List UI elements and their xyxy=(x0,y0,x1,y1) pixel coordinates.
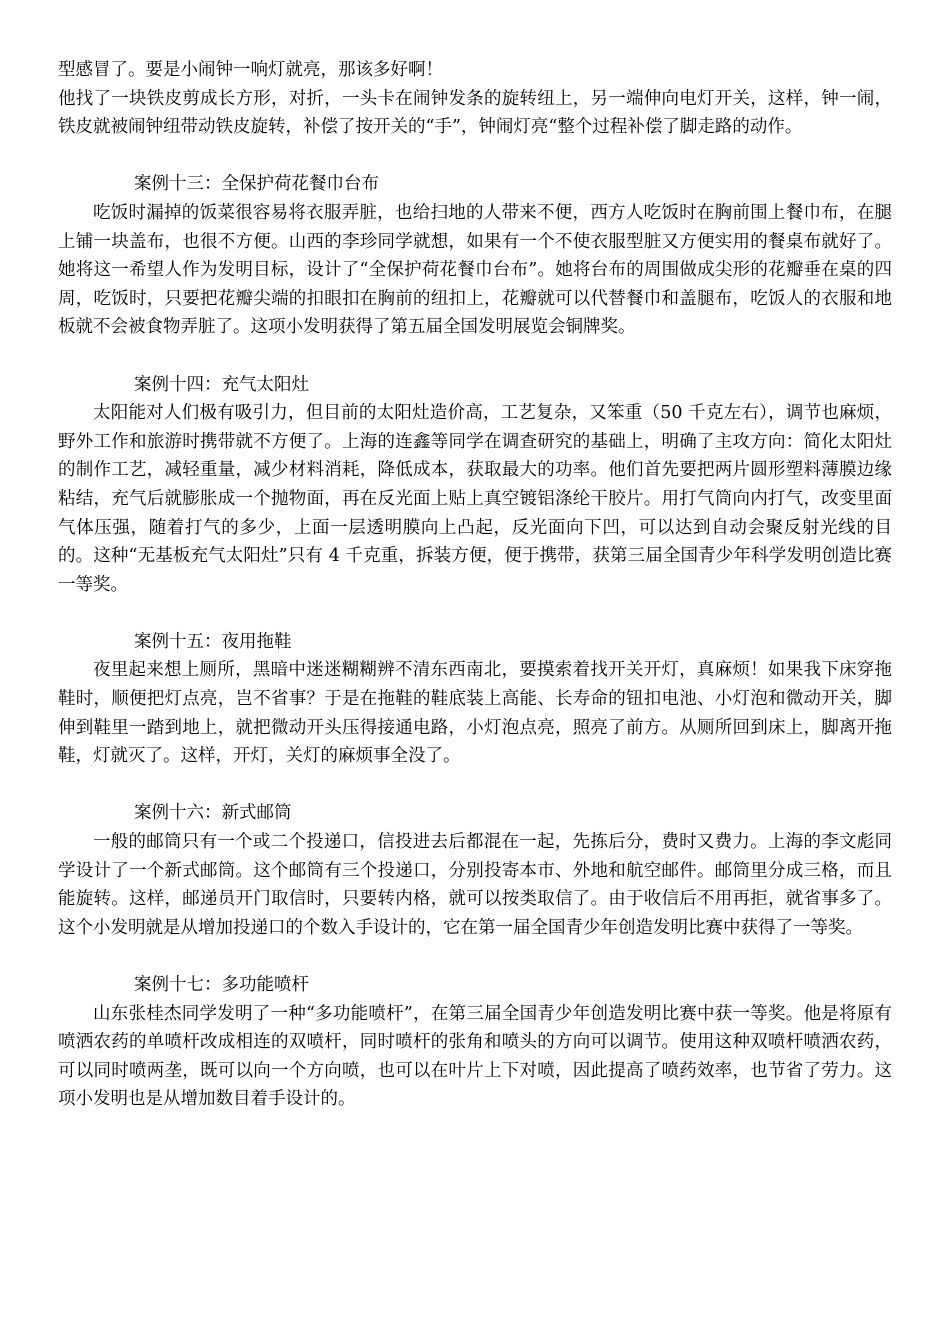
intro-continuation-line: 型感冒了。要是小闹钟一响灯就亮，那该多好啊！ xyxy=(58,60,443,80)
case-17-section xyxy=(58,971,892,1114)
case-15-title: 案例十五：夜用拖鞋 xyxy=(134,631,292,652)
case-14-body: 太阳能对人们极有吸引力，但目前的太阳灶造价高，工艺复杂，又笨重（50 千克左右），调节也麻烦，野外工作和旅游时携带就不方便了。上海的连鑫等同学在调查研究的基础上，明确了主攻方向：简化太阳灶的制作工艺，减轻重量，减少材料消耗，降低成本，获取最大的功率。他们首先要把两片圆形塑料薄膜边缘粘结，充气后就膨胀成一个抛物面，再在反光面上贴上真空镀铝涤纶干胶片。用打气筒向内打气，改变里面气体压强，随着打气的多少，上面一层透明膜向上凸起，反光面向下凹，可以达到自动会聚反射光线的目的。这种“无基板充气太阳灶”只有 4 千克重，拆装方便，便于携带，获第三届全国青少年科学发明创造比赛一等奖。 xyxy=(58,403,892,595)
case-16-title: 案例十六：新式邮筒 xyxy=(134,803,292,824)
document-page xyxy=(58,56,892,1114)
case-16-section xyxy=(58,799,892,942)
case-13-title: 案例十三：全保护荷花餐巾台布 xyxy=(134,174,379,195)
case-14-title: 案例十四：充气太阳灶 xyxy=(134,374,309,395)
case-14-section xyxy=(58,371,892,600)
intro-paragraph: 他找了一块铁皮剪成长方形，对折，一头卡在闹钟发条的旋转纽上，另一端伸向电灯开关，这样，钟一闹，铁皮就被闹钟纽带动铁皮旋转，补偿了按开关的“手”，钟闹灯亮“整个过程补偿了脚走路的动作。 xyxy=(58,88,892,138)
case-15-body: 夜里起来想上厕所，黑暗中迷迷糊糊辨不清东西南北，要摸索着找开关开灯，真麻烦！如果我下床穿拖鞋时，顺便把灯点亮，岂不省事？于是在拖鞋的鞋底装上高能、长寿命的钮扣电池、小灯泡和微动开关，脚伸到鞋里一踏到地上，就把微动开头压得接通电路，小灯泡点亮，照亮了前方。从厕所回到床上，脚离开拖鞋，灯就灭了。这样，开灯，关灯的麻烦事全没了。 xyxy=(58,660,892,767)
case-17-title: 案例十七：多功能喷杆 xyxy=(134,975,309,995)
case-13-section xyxy=(58,170,892,342)
case-15-section xyxy=(58,628,892,771)
case-13-body: 吃饭时漏掉的饭菜很容易将衣服弄脏，也给扫地的人带来不便，西方人吃饭时在胸前围上餐巾布，在腿上铺一块盖布，也很不方便。山西的李珍同学就想，如果有一个不使衣服型脏又方便实用的餐桌布就好了。她将这一希望人作为发明目标，设计了“全保护荷花餐巾台布”。她将台布的周围做成尖形的花瓣垂在桌的四周，吃饭时，只要把花瓣尖端的扣眼扣在胸前的纽扣上，花瓣就可以代替餐巾和盖腿布，吃饭人的衣服和地板就不会被食物弄脏了。这项小发明获得了第五届全国发明展览会铜牌奖。 xyxy=(58,202,892,338)
case-17-body: 山东张桂杰同学发明了一种“多功能喷杆”，在第三届全国青少年创造发明比赛中获一等奖。他是将原有喷洒农药的单喷杆改成相连的双喷杆，同时喷杆的张角和喷头的方向可以调节。使用这种双喷杆喷洒农药，可以同时喷两垄，既可以向一个方向喷，也可以在叶片上下对喷，因此提高了喷药效率，也节省了劳力。这项小发明也是从增加数目着手设计的。 xyxy=(58,1003,892,1110)
case-16-body: 一般的邮筒只有一个或二个投递口，信投进去后都混在一起，先拣后分，费时又费力。上海的李文彪同学设计了一个新式邮筒。这个邮筒有三个投递口，分别投寄本市、外地和航空邮件。邮筒里分成三格，而且能旋转。这样，邮递员开门取信时，只要转内格，就可以按类取信了。由于收信后不用再拒，就省事多了。这个小发明就是从增加投递口的个数入手设计的，它在第一届全国青少年创造发明比赛中获得了一等奖。 xyxy=(58,832,892,938)
